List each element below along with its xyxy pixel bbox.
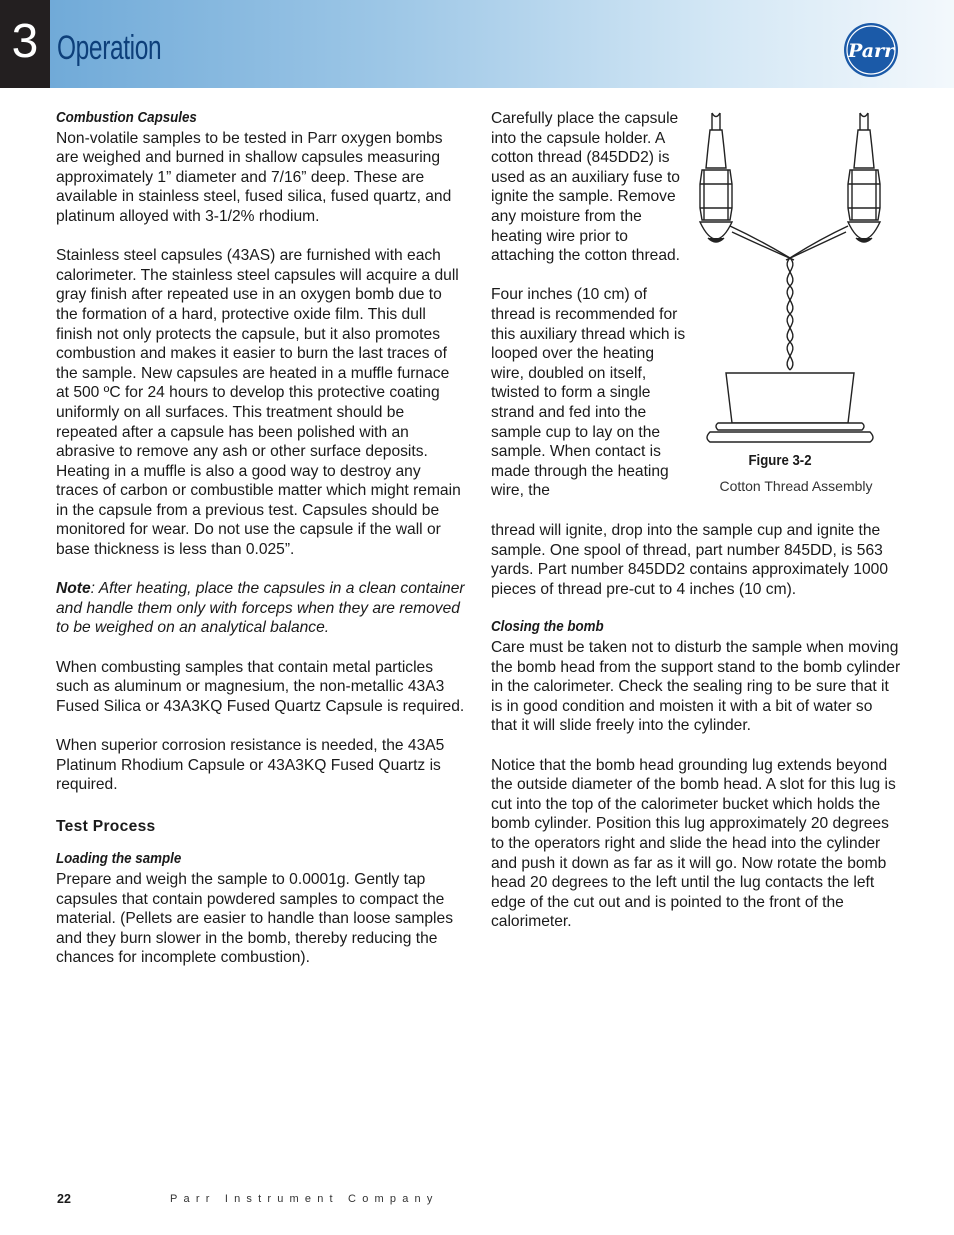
thread-paragraph-continued: thread will ignite, drop into the sample cup and ignite the sample. One spool of thread, part number 845DD, is 563 yards. Part number 845DD2 contains approximately 1000 pieces of thread pre-cut to 4 inches (10 cm). [491, 522, 888, 598]
place-paragraph: Carefully place the capsule into the capsule holder. A cotton thread (845DD2) is used as an auxiliary fuse to ignite the sample. Remove any moisture from the heating wire prior to attaching the cotton thread. [491, 110, 680, 265]
figure-title: Figure 3-2 [748, 452, 812, 469]
left-column [56, 109, 466, 968]
note-paragraph [56, 579, 466, 638]
closing-paragraph-2: Notice that the bomb head grounding lug extends beyond the outside diameter of the bomb head. A slot for this lug is cut into the top of the calorimeter bucket which holds the bomb cylinder. Position this lug approximately 20 degrees to the operators right and slide the head into the cylinder and push it down as far as it will go. Now rotate the bomb head 20 degrees to the left until the lug contacts the left edge of the cut out and is pointed to the front of the calorimeter. [491, 756, 896, 931]
cotton-thread-assembly-illustration [690, 108, 890, 453]
section-title: Operation [57, 29, 162, 67]
chapter-box [0, 0, 50, 88]
capsules-paragraph-1: Non-volatile samples to be tested in Parr oxygen bombs are weighed and burned in shallow capsules measuring approximately 1” diameter and 7/16” deep. These are available in stainless steel, fused silica, fused quartz, and platinum alloyed with 3-1/2% rhodium. [56, 129, 452, 225]
chapter-number: 3 [11, 15, 39, 68]
note-label: Note [56, 580, 91, 598]
figure-caption: Cotton Thread Assembly [719, 478, 873, 494]
parr-logo-icon [843, 22, 899, 78]
capsules-heading: Combustion Capsules [56, 110, 197, 126]
loading-paragraph: Prepare and weigh the sample to 0.0001g. Gently tap capsules that contain powdered samples to compact the material. (Pellets are easier to handle than loose samples and they burn slower in the bomb, thereby reducing the chances for incomplete combustion). [56, 870, 453, 967]
logo-text: Parr [847, 40, 895, 62]
page-header [0, 0, 954, 88]
closing-heading: Closing the bomb [491, 619, 604, 636]
capsules-paragraph-4: When superior corrosion resistance is needed, the 43A5 Platinum Rhodium Capsule or 43A3KQ Fused Quartz is required. [56, 737, 445, 794]
right-column-full [491, 521, 901, 932]
test-process-heading: Test Process [56, 817, 156, 835]
footer-company: Parr Instrument Company [170, 1193, 439, 1205]
capsules-paragraph-3: When combusting samples that contain metal particles such as aluminum or magnesium, the non-metallic 43A3 Fused Silica or 43A3KQ Fused Quartz Capsule is required. [56, 658, 465, 715]
right-column-narrow [491, 109, 687, 501]
note-text: : After heating, place the capsules in a clean container and handle them only with forceps when they are removed to be weighed on an analytical balance. [56, 580, 465, 637]
loading-heading: Loading the sample [56, 851, 182, 868]
capsules-paragraph-2: Stainless steel capsules (43AS) are furnished with each calorimeter. The stainless steel capsules will acquire a dull gray finish after repeated use in an oxygen bomb due to the formation of a hard, protective oxide film. This dull finish not only protects the capsule, but it also promotes combustion and makes it easier to burn the last traces of the sample. New capsules are heated in a muffle furnace at 500 ºC for 24 hours to develop this protective coating uniformly on all surfaces. This treatment should be repeated after a capsule has been polished with an abrasive to remove any ash or other surface deposits. Heating in a muffle is also a good way to destroy any traces of carbon or combustible matter which might remain in the capsule from a previous test. Capsules should be monitored for wear. Do not use the capsule if the wall or base thickness is less than 0.025”. [56, 247, 461, 559]
page-number: 22 [57, 1192, 71, 1206]
thread-paragraph-wrapped: Four inches (10 cm) of thread is recommended for this auxiliary thread which is looped over the heating wire, doubled on itself, twisted to form a single strand and fed into the sample cup to lay on the sample. When contact is made through the heating wire, the [491, 286, 686, 500]
closing-paragraph-1: Care must be taken not to disturb the sample when moving the bomb head from the support stand to the bomb cylinder in the calorimeter. Check the sealing ring to be sure that it is in good condition and moisten it with a bit of water so that it will slide freely into the cylinder. [491, 638, 901, 735]
